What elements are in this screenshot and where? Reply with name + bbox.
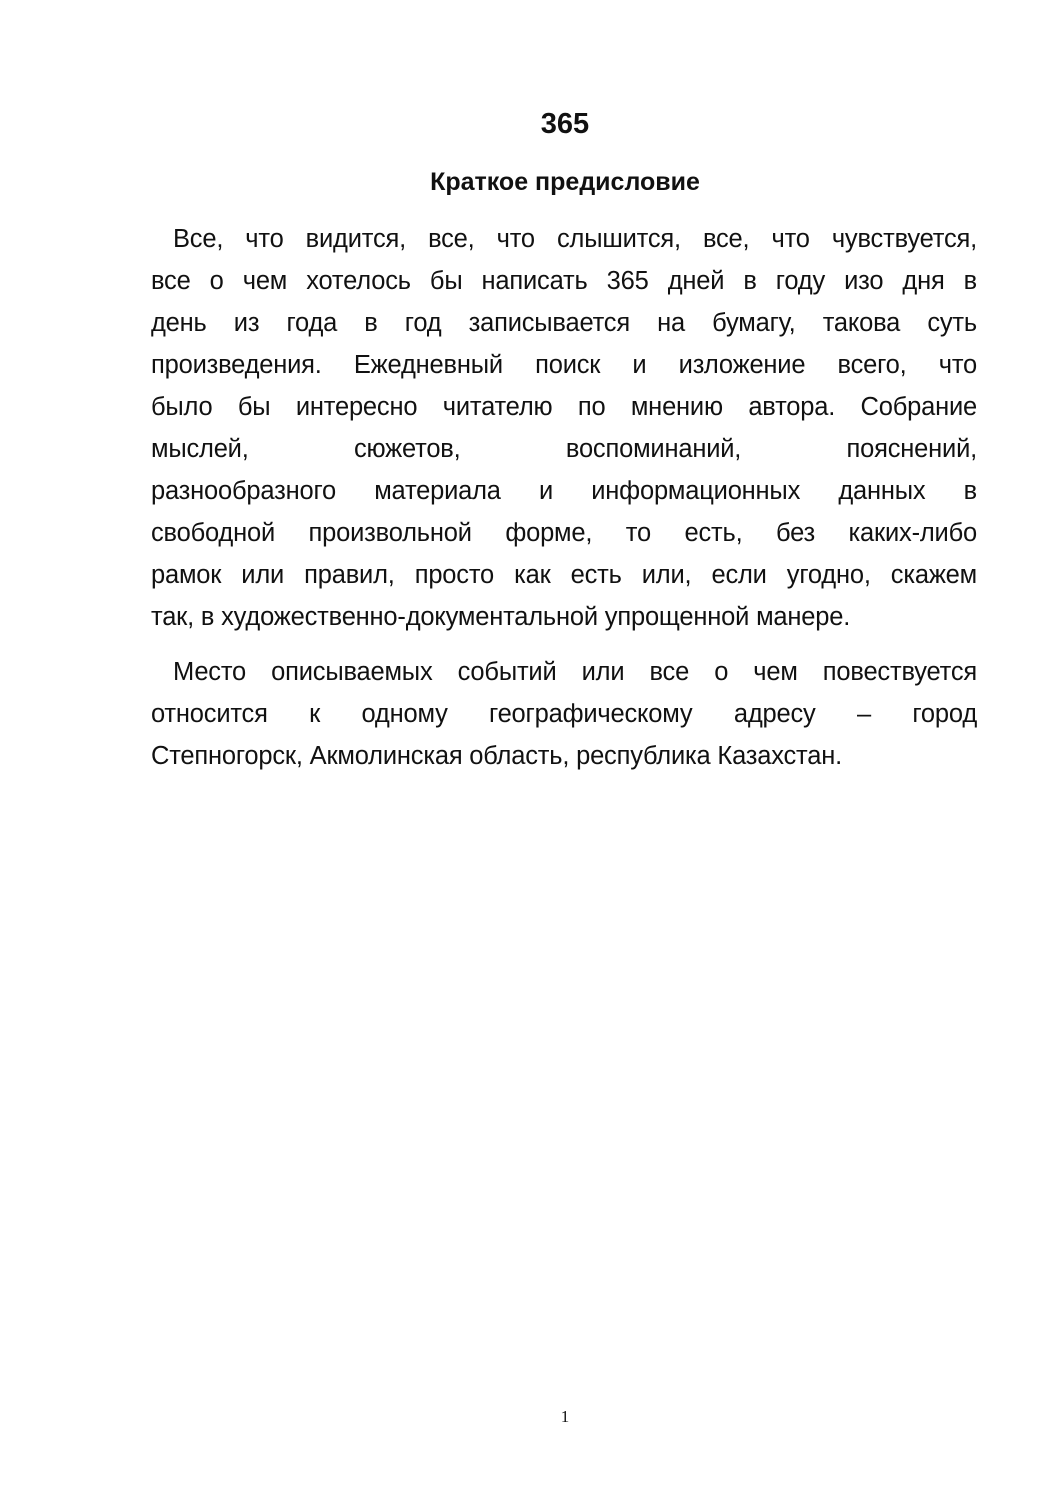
paragraph-1 (151, 218, 977, 638)
paragraph-line: Степногорск, Акмолинская область, республика Казахстан. (151, 742, 842, 770)
paragraph-line: так, в художественно-документальной упрощенной манере. (151, 603, 851, 631)
paragraph-line: свободной произвольной форме, то есть, без каких-либо (151, 519, 977, 547)
paragraph-line: мыслей, сюжетов, воспоминаний, пояснений, (151, 435, 977, 463)
section-heading: Краткое предисловие (430, 168, 700, 196)
paragraph-line: произведения. Ежедневный поиск и изложение всего, что (151, 351, 977, 379)
paragraph-line: день из года в год записывается на бумагу, такова суть (151, 309, 977, 337)
paragraph-2 (151, 651, 977, 777)
paragraph-line: Место описываемых событий или все о чем повествуется (173, 658, 977, 686)
paragraph-line: Все, что видится, все, что слышится, все, что чувствуется, (173, 225, 977, 253)
paragraph-line: было бы интересно читателю по мнению автора. Собрание (151, 393, 977, 421)
paragraph-line: разнообразного материала и информационных данных в (151, 477, 977, 505)
document-title: 365 (540, 108, 590, 140)
paragraph-line: все о чем хотелось бы написать 365 дней в году изо дня в (151, 267, 977, 295)
paragraph-line: рамок или правил, просто как есть или, если угодно, скажем (151, 561, 977, 589)
paragraph-line: относится к одному географическому адресу – город (151, 700, 977, 728)
page-number: 1 (560, 1407, 570, 1426)
